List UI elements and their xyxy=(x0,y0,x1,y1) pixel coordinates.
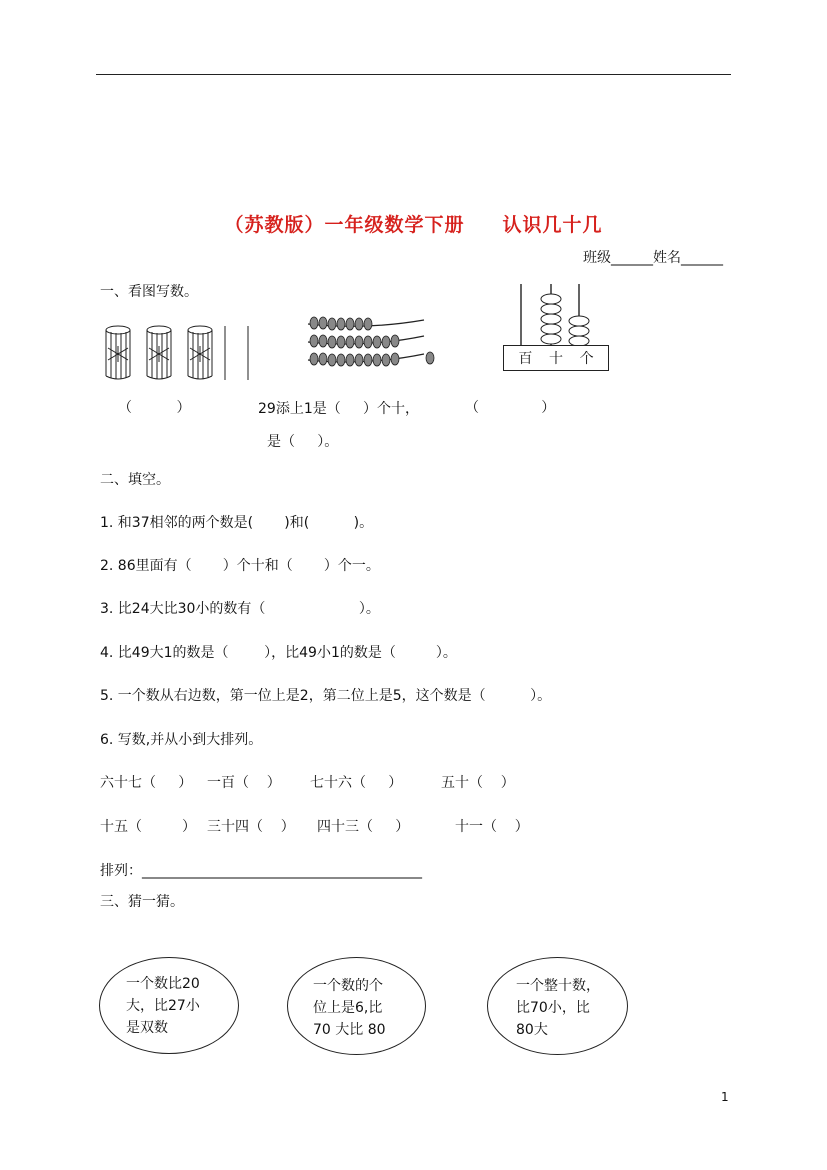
riddle-3-line-1: 一个整十数， xyxy=(516,978,600,994)
header-rule xyxy=(96,74,731,75)
question-beads-line1: 29添上1是（ ）个十， xyxy=(258,401,419,417)
fill-item-2: 2. 86里面有（ ）个十和（ ）个一。 xyxy=(100,558,380,574)
section-2-heading: 二、填空。 xyxy=(100,472,170,488)
section-1-heading: 一、看图写数。 xyxy=(100,284,198,300)
fill-item-1: 1. 和37相邻的两个数是( )和( )。 xyxy=(100,515,374,531)
number-word-3: 七十六（ ） xyxy=(310,775,403,791)
riddle-2-line-1: 一个数的个 xyxy=(313,978,383,994)
stick-bundle-icon xyxy=(104,324,254,384)
riddle-1-line-1: 一个数比20 xyxy=(126,976,200,992)
fill-item-6: 6. 写数,并从小到大排列。 xyxy=(100,732,263,748)
abacus-label-ones: 个 xyxy=(579,351,594,367)
bead-rods-icon xyxy=(306,310,438,376)
number-word-8: 十一（ ） xyxy=(455,819,529,835)
section-3-heading: 三、猜一猜。 xyxy=(100,894,184,910)
abacus-label-hundreds: 百 xyxy=(518,351,533,367)
arrange-line: 排列：________________________________________ xyxy=(100,863,422,879)
fill-item-5: 5. 一个数从右边数，第一位上是2，第二位上是5，这个数是（ ）。 xyxy=(100,688,552,704)
riddle-1-line-2: 大，比27小 xyxy=(126,998,200,1014)
number-word-4: 五十（ ） xyxy=(441,775,515,791)
question-beads-line2: 是（ ）。 xyxy=(267,434,339,450)
number-word-2: 一百（ ） xyxy=(207,775,281,791)
fill-item-4: 4. 比49大1的数是（ ），比49小1的数是（ ）。 xyxy=(100,645,457,661)
number-word-1: 六十七（ ） xyxy=(100,775,193,791)
riddle-2-line-2: 位上是6,比 xyxy=(313,1000,383,1016)
answer-blank-abacus: （ ） xyxy=(465,400,556,416)
riddle-1-line-3: 是双数 xyxy=(126,1020,168,1036)
abacus-label-tens: 十 xyxy=(548,351,563,367)
page-title: （苏教版）一年级数学下册 认识几十几 xyxy=(224,214,603,236)
fill-item-3: 3. 比24大比30小的数有（ ）。 xyxy=(100,601,380,617)
class-name-line: 班级______姓名______ xyxy=(583,250,723,266)
number-word-7: 四十三（ ） xyxy=(317,819,410,835)
riddle-3-line-3: 80大 xyxy=(516,1022,548,1038)
riddle-2-line-3: 70 大比 80 xyxy=(313,1022,386,1038)
page-number: 1 xyxy=(721,1090,729,1104)
number-word-6: 三十四（ ） xyxy=(207,819,295,835)
number-word-5: 十五（ ） xyxy=(100,819,197,835)
answer-blank-sticks: （ ） xyxy=(118,400,191,416)
abacus-label-box xyxy=(503,345,609,371)
riddle-3-line-2: 比70小，比 xyxy=(516,1000,590,1016)
abacus-icon xyxy=(503,282,613,346)
